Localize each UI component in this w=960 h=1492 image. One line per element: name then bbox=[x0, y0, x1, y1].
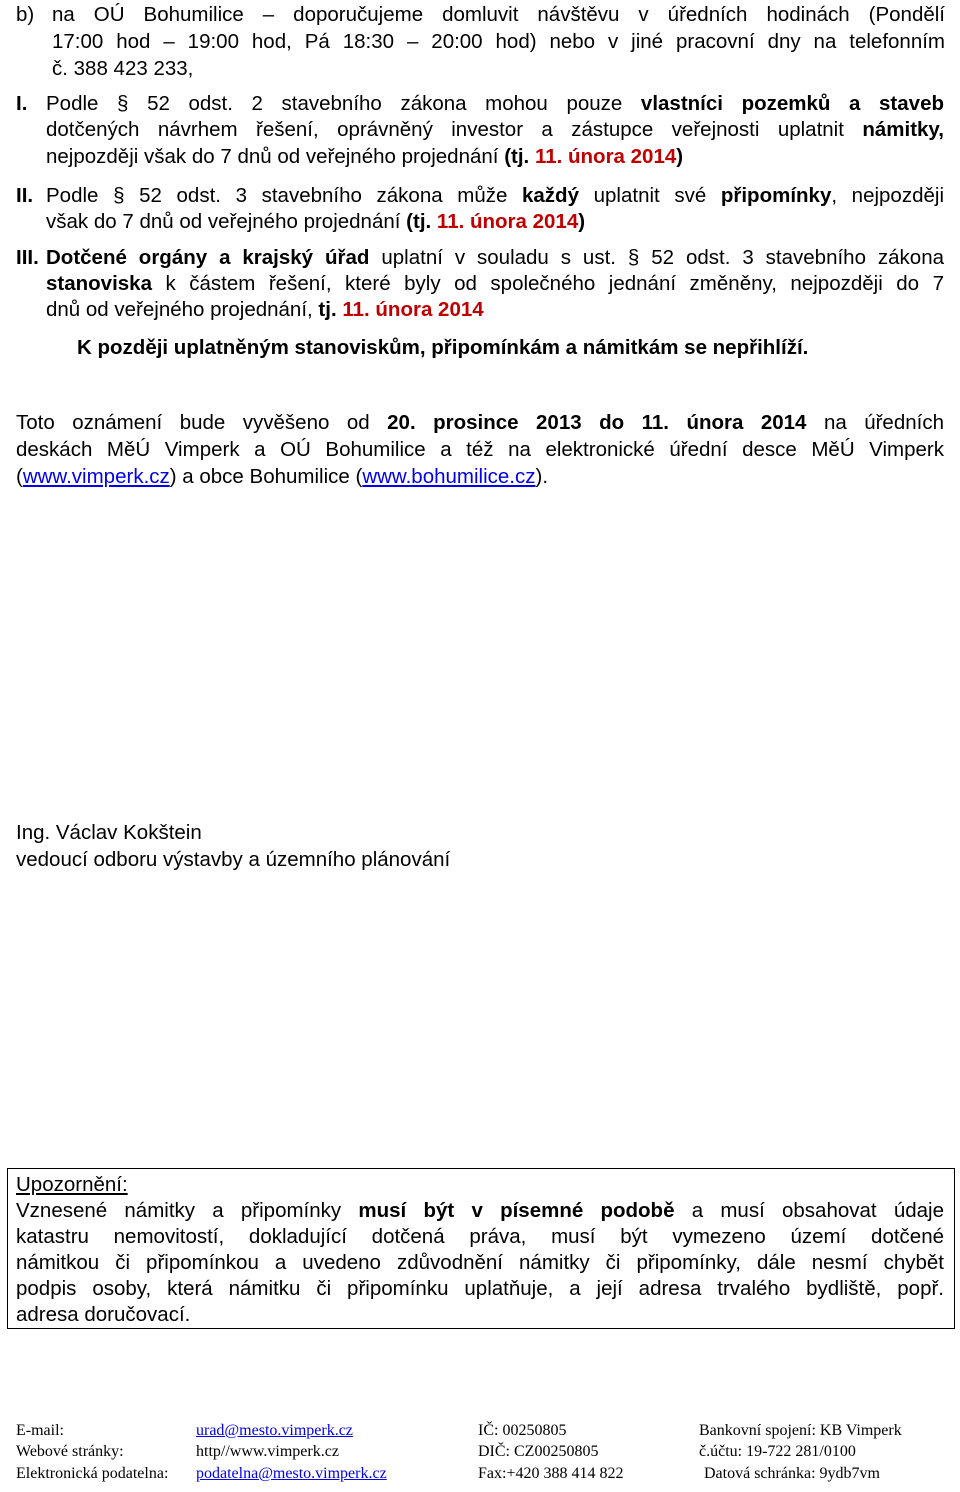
section-iii-line-1: Dotčené orgány a krajský úřad uplatní v souladu s ust. § 52 odst. 3 stavebního zákona bbox=[46, 246, 945, 269]
deadline-date: 11. února 2014 bbox=[342, 298, 484, 321]
bohumilice-web-link[interactable]: www.bohumilice.cz bbox=[362, 465, 536, 488]
announcement-line-2: deskách MěÚ Vimperk a OÚ Bohumilice a též na elektronické úřední desce MěÚ Vimperk bbox=[16, 438, 944, 461]
section-iii-line-2: stanoviska k částem řešení, které byly od společného jednání změněny, nejpozději do 7 bbox=[46, 272, 944, 295]
footer-email-link[interactable]: urad@mesto.vimperk.cz bbox=[196, 1422, 353, 1439]
footer-web: http//www.vimperk.cz bbox=[196, 1443, 339, 1460]
signature-name: Ing. Václav Kokštein bbox=[16, 821, 202, 844]
deadline-date: 11. února 2014 bbox=[436, 210, 579, 233]
footer-ic: IČ: 00250805 bbox=[478, 1422, 567, 1439]
item-b-label: b) bbox=[16, 3, 35, 26]
warning-line-1: Vznesené námitky a připomínky musí být v písemné podobě a musí obsahovat údaje bbox=[16, 1199, 944, 1222]
section-ii-line-2: však do 7 dnů od veřejného projednání (tj. 11. února 2014) bbox=[46, 210, 586, 233]
section-iii-line-3: dnů od veřejného projednání, tj. 11. února 2014 bbox=[46, 298, 484, 321]
late-notice: K později uplatněným stanoviskům, připomínkám a námitkám se nepřihlíží. bbox=[77, 336, 809, 359]
warning-line-5: adresa doručovací. bbox=[16, 1303, 191, 1326]
section-i-line-1: Podle § 52 odst. 2 stavebního zákona mohou pouze vlastníci pozemků a staveb bbox=[46, 92, 944, 115]
vimperk-web-link[interactable]: www.vimperk.cz bbox=[22, 465, 170, 488]
footer-account: č.účtu: 19-722 281/0100 bbox=[699, 1443, 856, 1460]
warning-line-4: podpis osoby, která námitku či připomínku uplatňuje, a její adresa trvalého bydliště, popř. bbox=[16, 1277, 944, 1300]
section-ii-line-1: Podle § 52 odst. 3 stavebního zákona může každý uplatnit své připomínky, nejpozději bbox=[46, 184, 944, 207]
section-symbol-icon: § bbox=[113, 184, 125, 207]
section-i-line-3: nejpozději však do 7 dnů od veřejného projednání (tj. 11. února 2014) bbox=[46, 145, 684, 168]
footer-databox: Datová schránka: 9ydb7vm bbox=[704, 1465, 880, 1482]
section-symbol-icon: § bbox=[627, 246, 640, 269]
section-i-line-2: dotčených návrhem řešení, oprávněný investor a zástupce veřejnosti uplatnit námitky, bbox=[46, 118, 944, 141]
deadline-date: 11. února 2014 bbox=[534, 145, 677, 168]
footer-email-label: E-mail: bbox=[16, 1422, 64, 1439]
footer-epodatelna-link[interactable]: podatelna@mesto.vimperk.cz bbox=[196, 1465, 387, 1482]
section-symbol-icon: § bbox=[117, 92, 129, 115]
footer-epodatelna-label: Elektronická podatelna: bbox=[16, 1465, 169, 1482]
item-b-line-1: na OÚ Bohumilice – doporučujeme domluvit návštěvu v úředních hodinách (Pondělí bbox=[52, 3, 945, 26]
footer-bank: Bankovní spojení: KB Vimperk bbox=[699, 1422, 902, 1439]
warning-line-3: námitkou či připomínkou a uvedeno zdůvodnění námitky či připomínky, dále nesmí chybět bbox=[16, 1251, 944, 1274]
section-i-numeral: I. bbox=[16, 92, 28, 115]
item-b-line-3: č. 388 423 233, bbox=[52, 57, 194, 80]
footer-fax: Fax:+420 388 414 822 bbox=[478, 1465, 624, 1482]
signature-position: vedoucí odboru výstavby a územního plánování bbox=[16, 848, 451, 871]
item-b-line-2: 17:00 hod – 19:00 hod, Pá 18:30 – 20:00 hod) nebo v jiné pracovní dny na telefonním bbox=[52, 30, 945, 53]
announcement-line-3: (www.vimperk.cz) a obce Bohumilice (www.bohumilice.cz). bbox=[16, 465, 549, 488]
footer-web-label: Webové stránky: bbox=[16, 1443, 124, 1460]
section-iii-numeral: III. bbox=[16, 246, 39, 269]
warning-line-2: katastru nemovitostí, dokladující dotčená práva, musí být vymezeno území dotčené bbox=[16, 1225, 944, 1248]
footer-dic: DIČ: CZ00250805 bbox=[478, 1443, 599, 1460]
announcement-line-1: Toto oznámení bude vyvěšeno od 20. prosince 2013 do 11. února 2014 na úředních bbox=[16, 411, 944, 434]
warning-title: Upozornění: bbox=[16, 1173, 128, 1196]
section-ii-numeral: II. bbox=[16, 184, 34, 207]
